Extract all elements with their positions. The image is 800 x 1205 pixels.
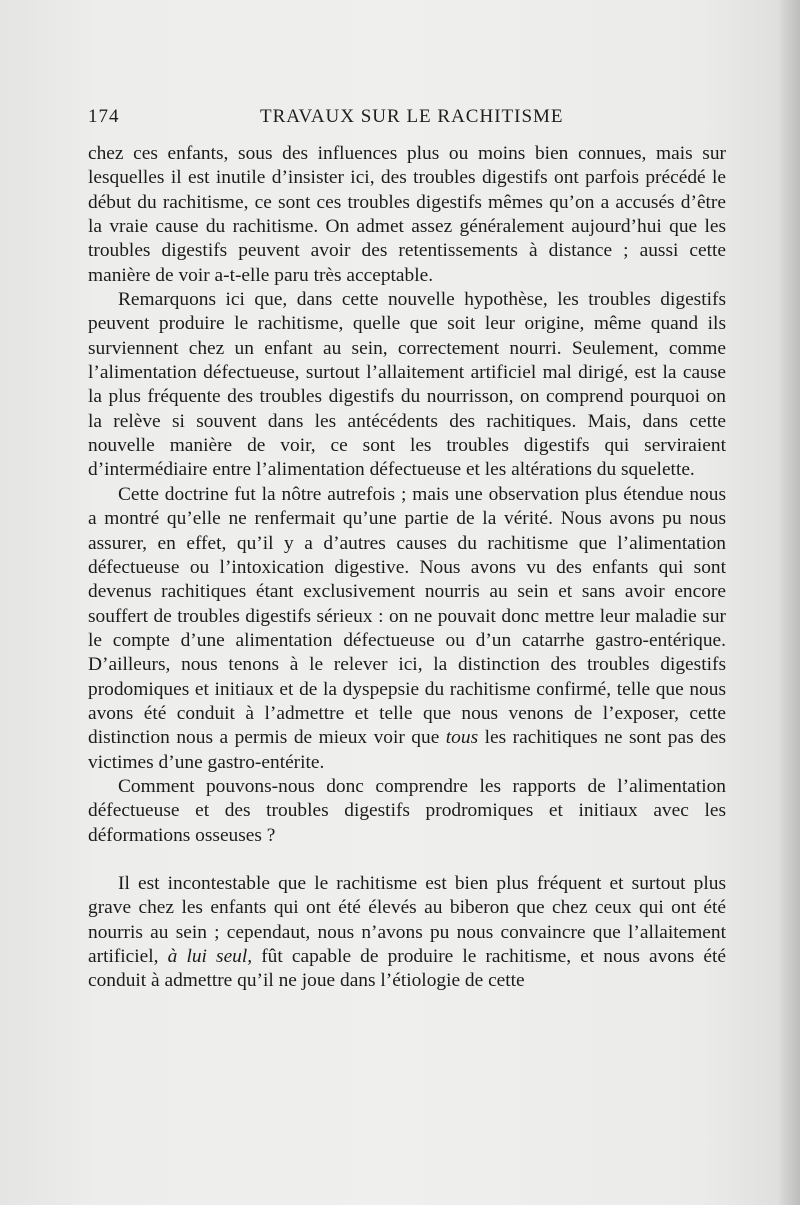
paragraph-5-text-after: fût capable de produire le rachitisme, et nous avons été conduit à admettre qu’il ne joue dans l’étiologie de cette: [88, 946, 726, 992]
paragraph-5: [88, 872, 726, 994]
paragraph-3-text: Cette doctrine fut la nôtre autrefois ; mais une observation plus étendue nous a montré qu’elle ne renfermait qu’une partie de la vérité. Nous avons pu nous assurer, en effet, qu’il y a d’autres causes du rachitisme que l’alimentation défectueuse ou l’intoxication digestive. Nous avons vu des enfants qui sont devenus rachitiques étant exclusivement nourris au sein et sans avoir encore souffert de troubles digestifs sérieux : on ne pouvait donc mettre leur maladie sur le compte d’une alimentation défectueuse ou d’un catarrhe gastro-entérique. D’ailleurs, nous tenons à le relever ici, la distinction des troubles digestifs prodomiques et initiaux et de la dyspepsie du rachitisme confirmé, telle que nous avons été conduit à l’admettre et telle que nous venons de l’exposer, cette distinction nous a permis de mieux voir que: [88, 483, 726, 749]
paragraph-1: [88, 142, 726, 288]
paragraph-4: [88, 775, 726, 848]
paragraph-5-text: Il est incontestable que le rachitisme est bien plus fréquent et surtout plus grave chez les enfants qui ont été élevés au biberon que chez ceux qui ont été nourris au sein ; cependaut, nous n’avons pu nous convaincre que l’allaitement artificiel,: [88, 872, 726, 967]
paragraph-3-italic: tous: [445, 727, 479, 749]
running-title: TRAVAUX SUR LE RACHITISME: [260, 106, 564, 127]
running-header: [88, 106, 728, 136]
page-number: 174: [88, 106, 120, 127]
page-edge-shadow: [778, 0, 800, 1205]
paragraph-3-text-after: les rachitiques ne sont pas des victimes d’une gastro-entérite.: [88, 727, 726, 773]
paragraph-3: [88, 483, 726, 775]
body-text: [88, 142, 726, 994]
paragraph-1-text: chez ces enfants, sous des influences plus ou moins bien connues, mais sur lesquelles il est inutile d’insister ici, des troubles digestifs ont parfois précédé le début du rachitisme, ce sont ces troubles digestifs mêmes qu’on a accusés d’être la vraie cause du rachitisme. On admet assez généralement aujourd’hui que les troubles digestifs peuvent avoir des retentissements à distance ; aussi cette manière de voir a-t-elle paru très acceptable.: [88, 143, 726, 286]
paragraph-4-text: Comment pouvons-nous donc comprendre les rapports de l’alimentation défectueuse et des troubles digestifs prodromiques et initiaux avec les déformations osseuses ?: [88, 775, 726, 846]
paragraph-2-text: Remarquons ici que, dans cette nouvelle hypothèse, les troubles digestifs peuvent produire le rachitisme, quelle que soit leur origine, même quand ils surviennent chez un enfant au sein, correctement nourri. Seulement, comme l’alimentation défectueuse, surtout l’allaitement artificiel mal dirigé, est la cause la plus fréquente des troubles digestifs du nourrisson, on comprend pourquoi on la relève si souvent dans les antécédents des rachitiques. Mais, dans cette nouvelle manière de voir, ce sont les troubles digestifs qui serviraient d’intermédiaire entre l’alimentation défectueuse et les altérations du squelette.: [88, 289, 726, 481]
paragraph-5-italic: à lui seul,: [167, 946, 253, 967]
paragraph-2: [88, 288, 726, 483]
